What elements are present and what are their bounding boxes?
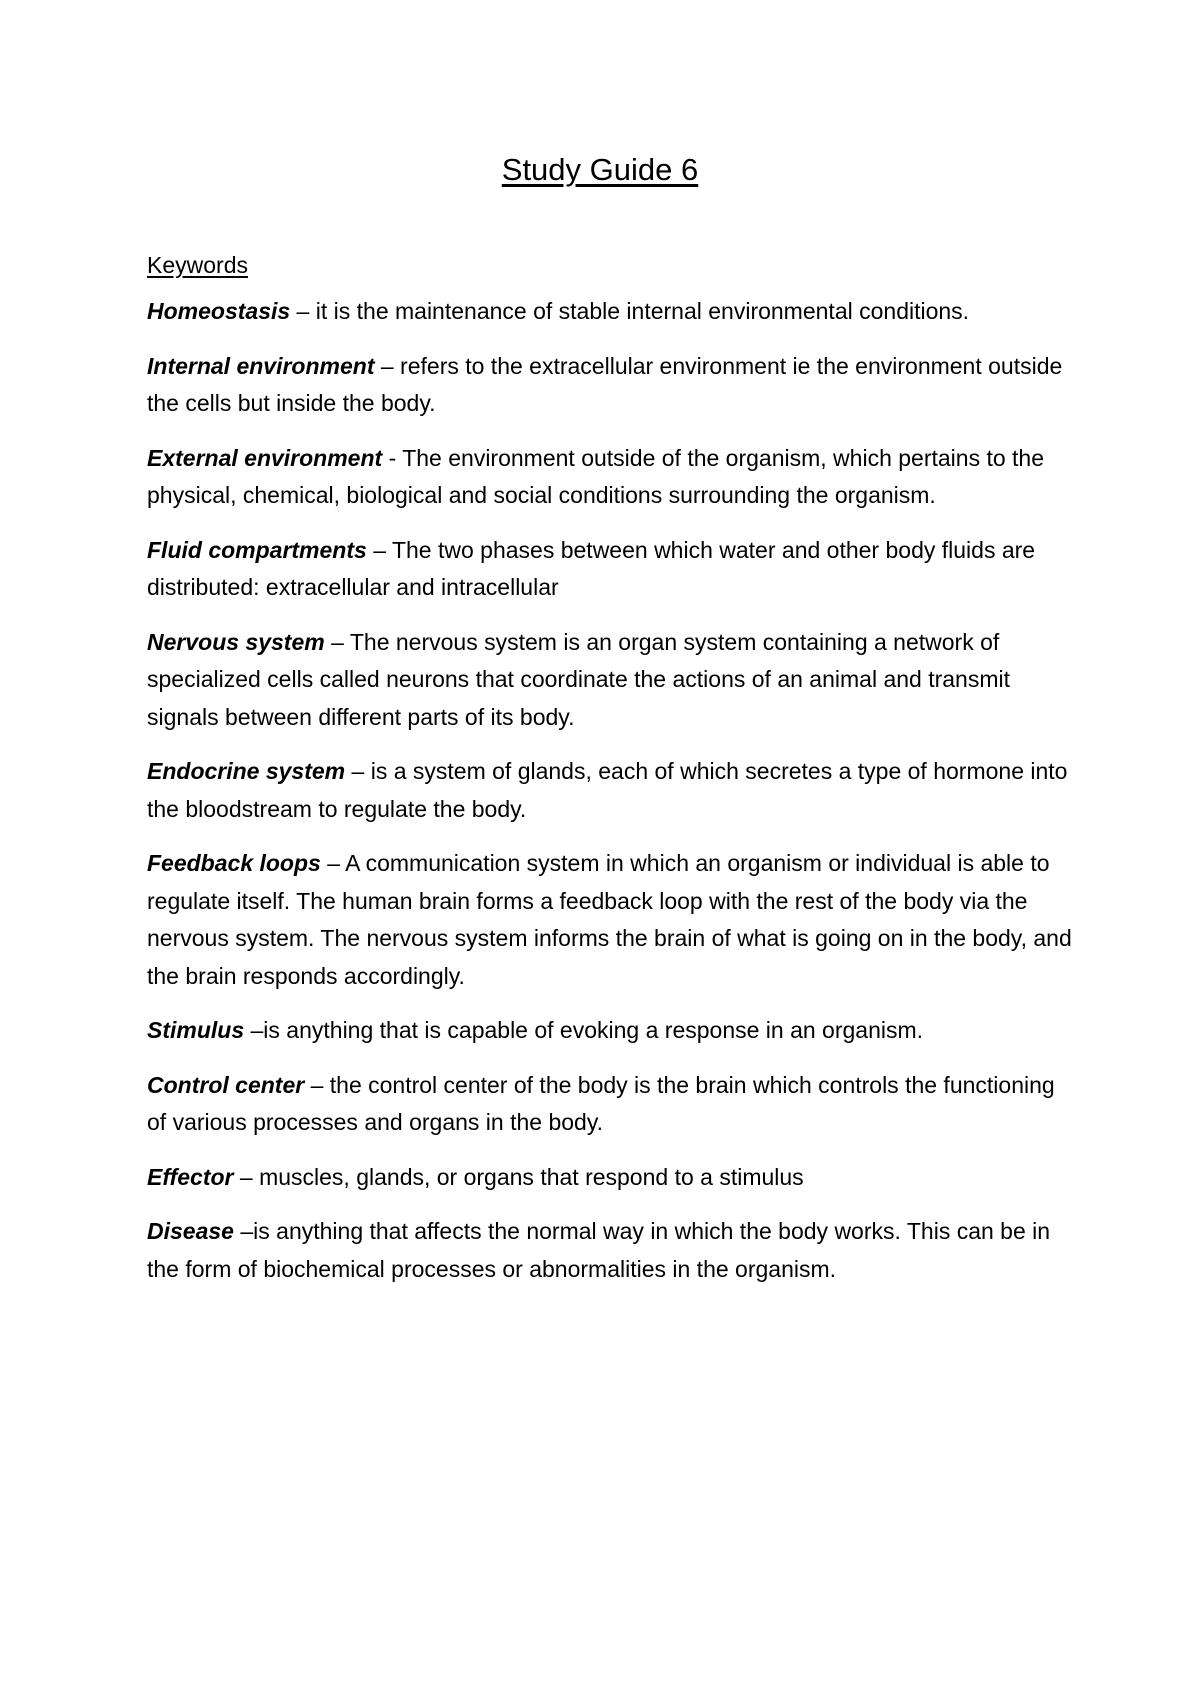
document-body bbox=[147, 247, 1077, 1305]
keyword-entry-endocrine-system bbox=[147, 753, 1077, 828]
keyword-term: External environment bbox=[147, 444, 383, 471]
keyword-term: Internal environment bbox=[147, 352, 375, 379]
keyword-definition: – The nervous system is an organ system containing a network of specialized cells called neurons that coordinate the actions of an animal and transmit signals between different parts of its body. bbox=[147, 628, 1010, 730]
keyword-term: Homeostasis bbox=[147, 298, 291, 324]
keyword-definition: –is anything that is capable of evoking a response in an organism. bbox=[244, 1017, 924, 1043]
keyword-entry-fluid-compartments bbox=[147, 532, 1077, 607]
keyword-definition: – is a system of glands, each of which secretes a type of hormone into the bloodstream to regulate the body. bbox=[147, 758, 1068, 822]
keyword-term: Stimulus bbox=[147, 1017, 245, 1043]
keyword-definition: – refers to the extracellular environment ie the environment outside the cells but inside the body. bbox=[147, 352, 1063, 416]
keyword-entry-disease bbox=[147, 1213, 1077, 1288]
keyword-entry-external-environment bbox=[147, 440, 1077, 515]
keyword-term: Disease bbox=[147, 1218, 234, 1244]
keyword-definition: – The two phases between which water and other body fluids are distributed: extracellular and intracellular bbox=[147, 536, 1036, 600]
keyword-entry-nervous-system bbox=[147, 624, 1077, 737]
keyword-entry-homeostasis bbox=[147, 293, 1077, 331]
keyword-entry-feedback-loops bbox=[147, 845, 1077, 995]
keyword-definition: – the control center of the body is the brain which controls the functioning of various processes and organs in the body. bbox=[147, 1071, 1055, 1135]
keyword-term: Control center bbox=[147, 1071, 305, 1098]
section-heading-keywords: Keywords bbox=[147, 252, 248, 278]
keyword-definition: –is anything that affects the normal way in which the body works. This can be in the form of biochemical processes or abnormalities in the organism. bbox=[147, 1218, 1051, 1282]
keyword-entry-stimulus bbox=[147, 1012, 1077, 1050]
keyword-definition: – it is the maintenance of stable internal environmental conditions. bbox=[290, 298, 970, 324]
keyword-term: Endocrine system bbox=[147, 758, 346, 784]
keyword-term: Nervous system bbox=[147, 628, 325, 655]
keyword-term: Fluid compartments bbox=[147, 536, 367, 563]
keyword-term: Feedback loops bbox=[147, 850, 321, 876]
keyword-definition: - The environment outside of the organism, which pertains to the physical, chemical, biological and social conditions surrounding the organism. bbox=[147, 444, 1045, 508]
keyword-definition: – muscles, glands, or organs that respond to a stimulus bbox=[233, 1163, 804, 1190]
keyword-entry-effector bbox=[147, 1159, 1077, 1197]
page-title: Study Guide 6 bbox=[501, 152, 699, 187]
keyword-definition: – A communication system in which an organism or individual is able to regulate itself. The human brain forms a feedback loop with the rest of the body via the nervous system. The nervous system informs the brain of what is going on in the body, and the brain responds accordingly. bbox=[147, 850, 1072, 989]
keyword-entry-control-center bbox=[147, 1067, 1077, 1142]
keyword-entry-internal-environment bbox=[147, 348, 1077, 423]
keyword-term: Effector bbox=[147, 1163, 234, 1190]
